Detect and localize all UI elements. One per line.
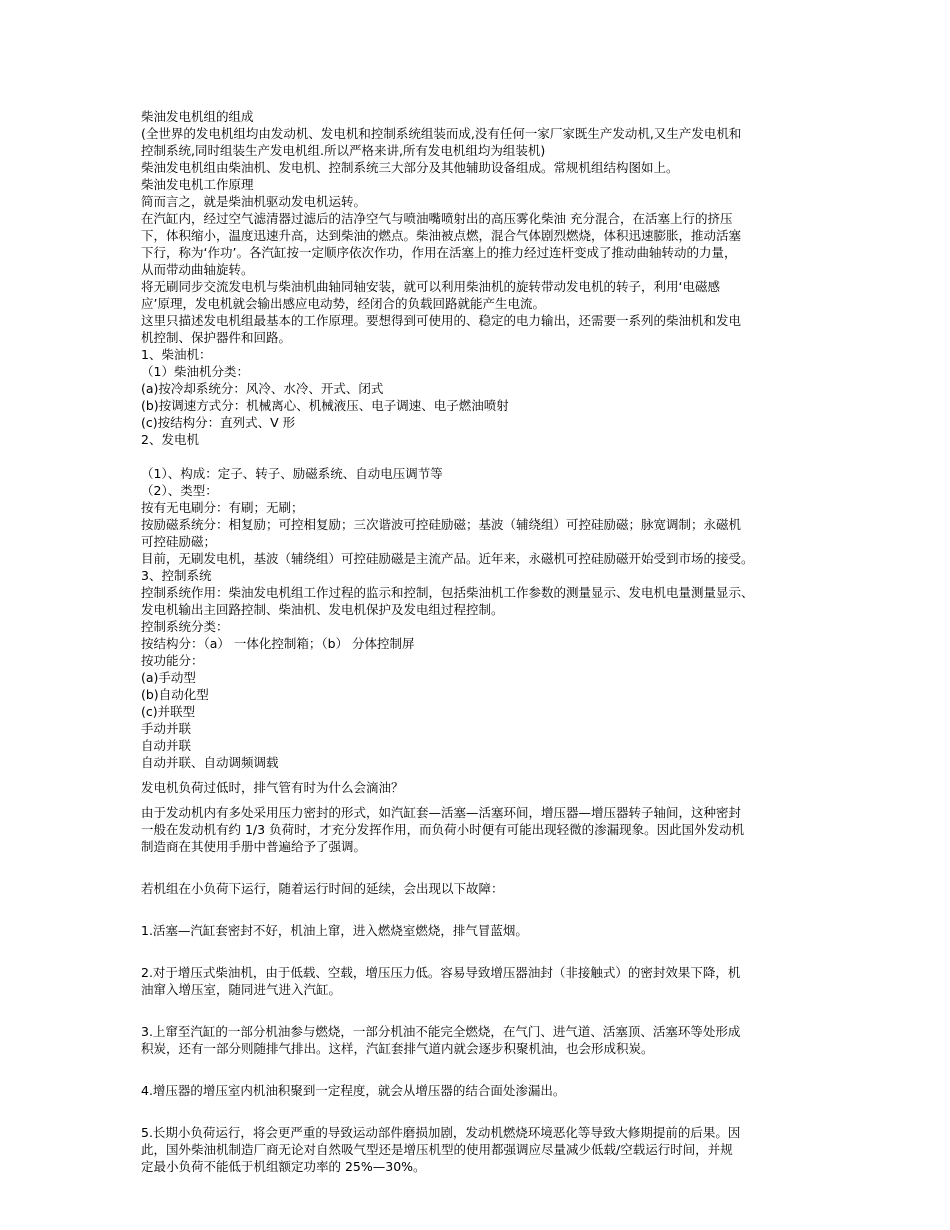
- cylinder-line: 在汽缸内，经过空气滤清器过滤后的洁净空气与喷油嘴喷射出的高压雾化柴油 充分混合，在活塞上行的挤压: [141, 211, 733, 226]
- fault-5-line: 5.长期小负荷运行，将会更严重的导致运动部件磨损加剧，发动机燃烧环境恶化等导致大修期提前的后果。因: [141, 1125, 741, 1140]
- fault-5-line: 此，国外柴油机制造厂商无论对自然吸气型还是增压机型的使用都强调应尽量减少低载/空载运行时间，并规: [141, 1142, 733, 1157]
- cylinder-line: 下，体积缩小，温度迅速升高，达到柴油的燃点。柴油被点燃，混合气体剧烈燃烧，体积迅速膨胀，推动活塞: [141, 228, 742, 243]
- generator-composition: （1）、构成：定子、转子、励磁系统、自动电压调节等: [141, 466, 443, 481]
- document-page: [141, 108, 821, 1175]
- control-function-line: 发电机输出主回路控制、柴油机、发电机保护及发电组过程控制。: [141, 602, 504, 617]
- basic-principle-line: 机控制、保护器件和回路。: [141, 330, 292, 345]
- cylinder-line: 下行，称为‘作功’。各汽缸按一定顺序依次作功，作用在活塞上的推力经过连杆变成了推动曲轴转动的力量，: [141, 245, 737, 260]
- blank-line: [141, 448, 821, 465]
- generator-current-status: 目前，无刷发电机，基波（辅绕组）可控硅励磁是主流产品。近年来，永磁机可控硅励磁开始受到市场的接受。: [141, 551, 754, 566]
- oil-answer-line: 制造商在其使用手册中普遍给予了强调。: [141, 839, 367, 854]
- generator-heading: 2、发电机: [141, 432, 199, 447]
- section-title-principle: 柴油发电机工作原理: [141, 177, 254, 192]
- control-type-item: 手动并联: [141, 721, 192, 736]
- control-type-item: 自动并联: [141, 738, 192, 753]
- generator-principle-line: 应’原理，发电机就会输出感应电动势，经闭合的负载回路就能产生电流。: [141, 296, 545, 311]
- diesel-heading: 1、柴油机：: [141, 347, 212, 362]
- fault-1: 1.活塞—汽缸套密封不好，机油上窜，进入燃烧室燃烧，排气冒蓝烟。: [141, 923, 528, 938]
- generator-principle-line: 将无刷同步交流发电机与柴油机曲轴同轴安装，就可以利用柴油机的旋转带动发电机的转子，利用‘电磁感: [141, 279, 720, 294]
- control-class-heading: 控制系统分类：: [141, 619, 229, 634]
- control-type-item: (a)手动型: [141, 670, 196, 685]
- principle-summary: 简而言之，就是柴油机驱动发电机运转。: [141, 194, 367, 209]
- note-line-1: (全世界的发电机组均由发动机、发电机和控制系统组装而成,没有任何一家厂家既生产发动机,又生产发电机和: [141, 126, 742, 141]
- generator-brush-type: 按有无电刷分：有刷；无刷；: [141, 500, 304, 515]
- oil-question: 发电机负荷过低时，排气管有时为什么会滴油？: [141, 780, 404, 795]
- diesel-class-item: (b)按调速方式分：机械离心、机械液压、电子调速、电子燃油喷射: [141, 398, 509, 413]
- basic-principle-line: 这里只描述发电机组最基本的工作原理。要想得到可使用的、稳定的电力输出，还需要一系列的柴油机和发电: [141, 313, 742, 328]
- control-by-function: 按功能分：: [141, 653, 204, 668]
- control-type-item: (b)自动化型: [141, 687, 209, 702]
- faults-intro: 若机组在小负荷下运行，随着运行时间的延续，会出现以下故障：: [141, 881, 504, 896]
- control-heading: 3、控制系统: [141, 568, 212, 583]
- control-function-line: 控制系统作用：柴油发电机组工作过程的监示和控制，包括柴油机工作参数的测量显示、发电机电量测量显示、: [141, 585, 754, 600]
- composition-text: 柴油发电机组由柴油机、发电机、控制系统三大部分及其他辅助设备组成。常规机组结构图如上。: [141, 160, 679, 175]
- oil-answer-line: 由于发动机内有多处采用压力密封的形式，如汽缸套—活塞—活塞环间，增压器—增压器转子轴间，这种密封: [141, 805, 742, 820]
- diesel-class-item: (c)按结构分：直列式、V 形: [141, 415, 296, 430]
- note-line-2: 控制系统,同时组装生产发电机组.所以严格来讲,所有发电机组均为组装机): [141, 143, 546, 158]
- control-by-structure: 按结构分：（a） 一体化控制箱；（b） 分体控制屏: [141, 636, 415, 651]
- generator-excitation-line: 按励磁系统分：相复励；可控相复励；三次谐波可控硅励磁；基波（辅绕组）可控硅励磁；脉宽调制；永磁机: [141, 517, 742, 532]
- cylinder-line: 从而带动曲轴旋转。: [141, 262, 254, 277]
- oil-answer-line: 一般在发动机有约 1/3 负荷时，才充分发挥作用，而负荷小时便有可能出现轻微的渗漏现象。因此国外发动机: [141, 822, 745, 837]
- diesel-class-item: (a)按冷却系统分：风冷、水冷、开式、闭式: [141, 381, 384, 396]
- control-type-item: (c)并联型: [141, 704, 196, 719]
- generator-excitation-line: 可控硅励磁；: [141, 534, 217, 549]
- fault-3-line: 3.上窜至汽缸的一部分机油参与燃烧，一部分机油不能完全燃烧，在气门、进气道、活塞顶、活塞环等处形成: [141, 1024, 741, 1039]
- control-type-item: 自动并联、自动调频调载: [141, 755, 279, 770]
- fault-5-line: 定最小负荷不能低于机组额定功率的 25%—30%。: [141, 1159, 426, 1174]
- diesel-subheading: （1）柴油机分类：: [141, 364, 249, 379]
- fault-2-line: 油窜入增压室，随同进气进入汽缸。: [141, 982, 342, 997]
- fault-3-line: 积炭，还有一部分则随排气排出。这样，汽缸套排气道内就会逐步积聚机油，也会形成积炭。: [141, 1041, 654, 1056]
- fault-4: 4.增压器的增压室内机油积聚到一定程度，就会从增压器的结合面处渗漏出。: [141, 1083, 566, 1098]
- section-title-composition: 柴油发电机组的组成: [141, 109, 254, 124]
- generator-types-heading: （2）、类型：: [141, 483, 218, 498]
- fault-2-line: 2.对于增压式柴油机，由于低载、空载，增压压力低。容易导致增压器油封（非接触式）的密封效果下降，机: [141, 965, 741, 980]
